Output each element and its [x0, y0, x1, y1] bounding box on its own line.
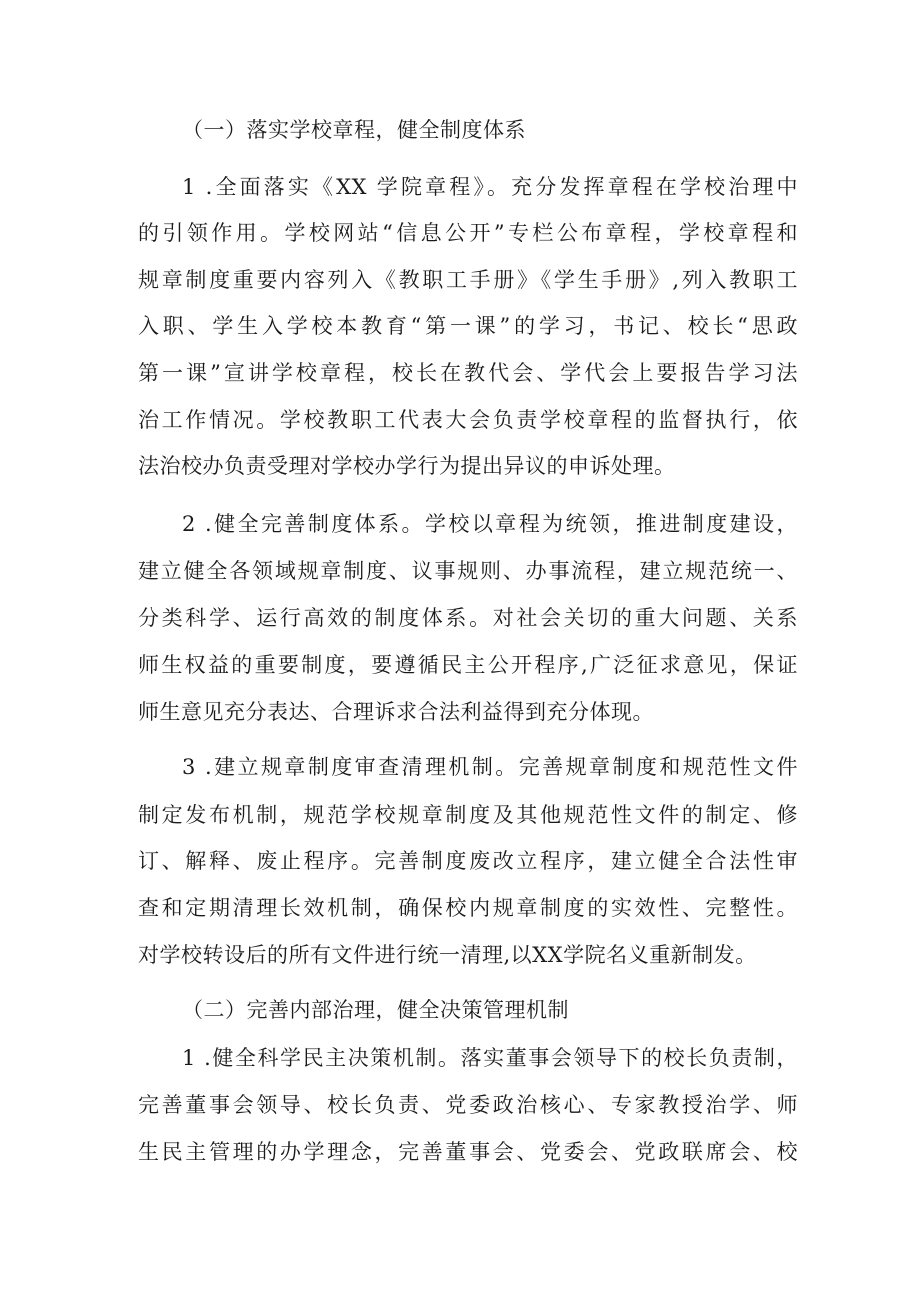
paragraph-3-line-4: 查和定期清理长效机制，确保校内规章制度的实效性、完整性。 — [138, 896, 798, 920]
paragraph-2-line-1: 2 .健全完善制度体系。学校以章程为统领，推进制度建设， — [182, 512, 798, 536]
paragraph-3-line-2: 制定发布机制，规范学校规章制度及其他规范性文件的制定、修 — [138, 803, 798, 827]
paragraph-1-line-6: 治工作情况。学校教职工代表大会负责学校章程的监督执行，依 — [138, 408, 798, 432]
paragraph-4-line-3: 生民主管理的办学理念，完善董事会、党委会、党政联席会、校 — [138, 1140, 798, 1164]
paragraph-4-line-2: 完善董事会领导、校长负责、党委政治核心、专家教授治学、师 — [138, 1093, 798, 1117]
paragraph-3-line-3: 订、解释、废止程序。完善制度废改立程序，建立健全合法性审 — [138, 849, 798, 873]
paragraph-2-line-5: 师生意见充分表达、合理诉求合法利益得到充分体现。 — [138, 700, 654, 724]
section-heading-1: （一）落实学校章程，健全制度体系 — [182, 118, 526, 142]
section-heading-2: （二）完善内部治理，健全决策管理机制 — [182, 998, 569, 1022]
paragraph-1-line-7: 法治校办负责受理对学校办学行为提出异议的申诉处理。 — [138, 454, 676, 478]
paragraph-1-line-1: 1 .全面落实《XX 学院章程》。充分发挥章程在学校治理中 — [182, 175, 798, 199]
paragraph-1-line-3: 规章制度重要内容列入《教职工手册》《学生手册》,列入教职工 — [138, 268, 798, 292]
paragraph-3-line-5: 对学校转设后的所有文件进行统一清理,以XX学院名义重新制发。 — [138, 943, 757, 967]
paragraph-1-line-4: 入职、学生入学校本教育“第一课”的学习，书记、校长“思政 — [138, 314, 798, 338]
paragraph-2-line-4: 师生权益的重要制度，要遵循民主公开程序,广泛征求意见，保证 — [138, 653, 798, 677]
paragraph-2-line-2: 建立健全各领域规章制度、议事规则、办事流程，建立规范统一、 — [138, 559, 798, 583]
paragraph-4-line-1: 1 .健全科学民主决策机制。落实董事会领导下的校长负责制， — [182, 1046, 798, 1070]
paragraph-1-line-2: 的引领作用。学校网站“信息公开”专栏公布章程，学校章程和 — [138, 221, 798, 245]
paragraph-2-line-3: 分类科学、运行高效的制度体系。对社会关切的重大问题、关系 — [138, 606, 798, 630]
paragraph-3-line-1: 3 .建立规章制度审查清理机制。完善规章制度和规范性文件 — [182, 755, 798, 779]
paragraph-1-line-5: 第一课”宣讲学校章程，校长在教代会、学代会上要报告学习法 — [138, 361, 798, 385]
